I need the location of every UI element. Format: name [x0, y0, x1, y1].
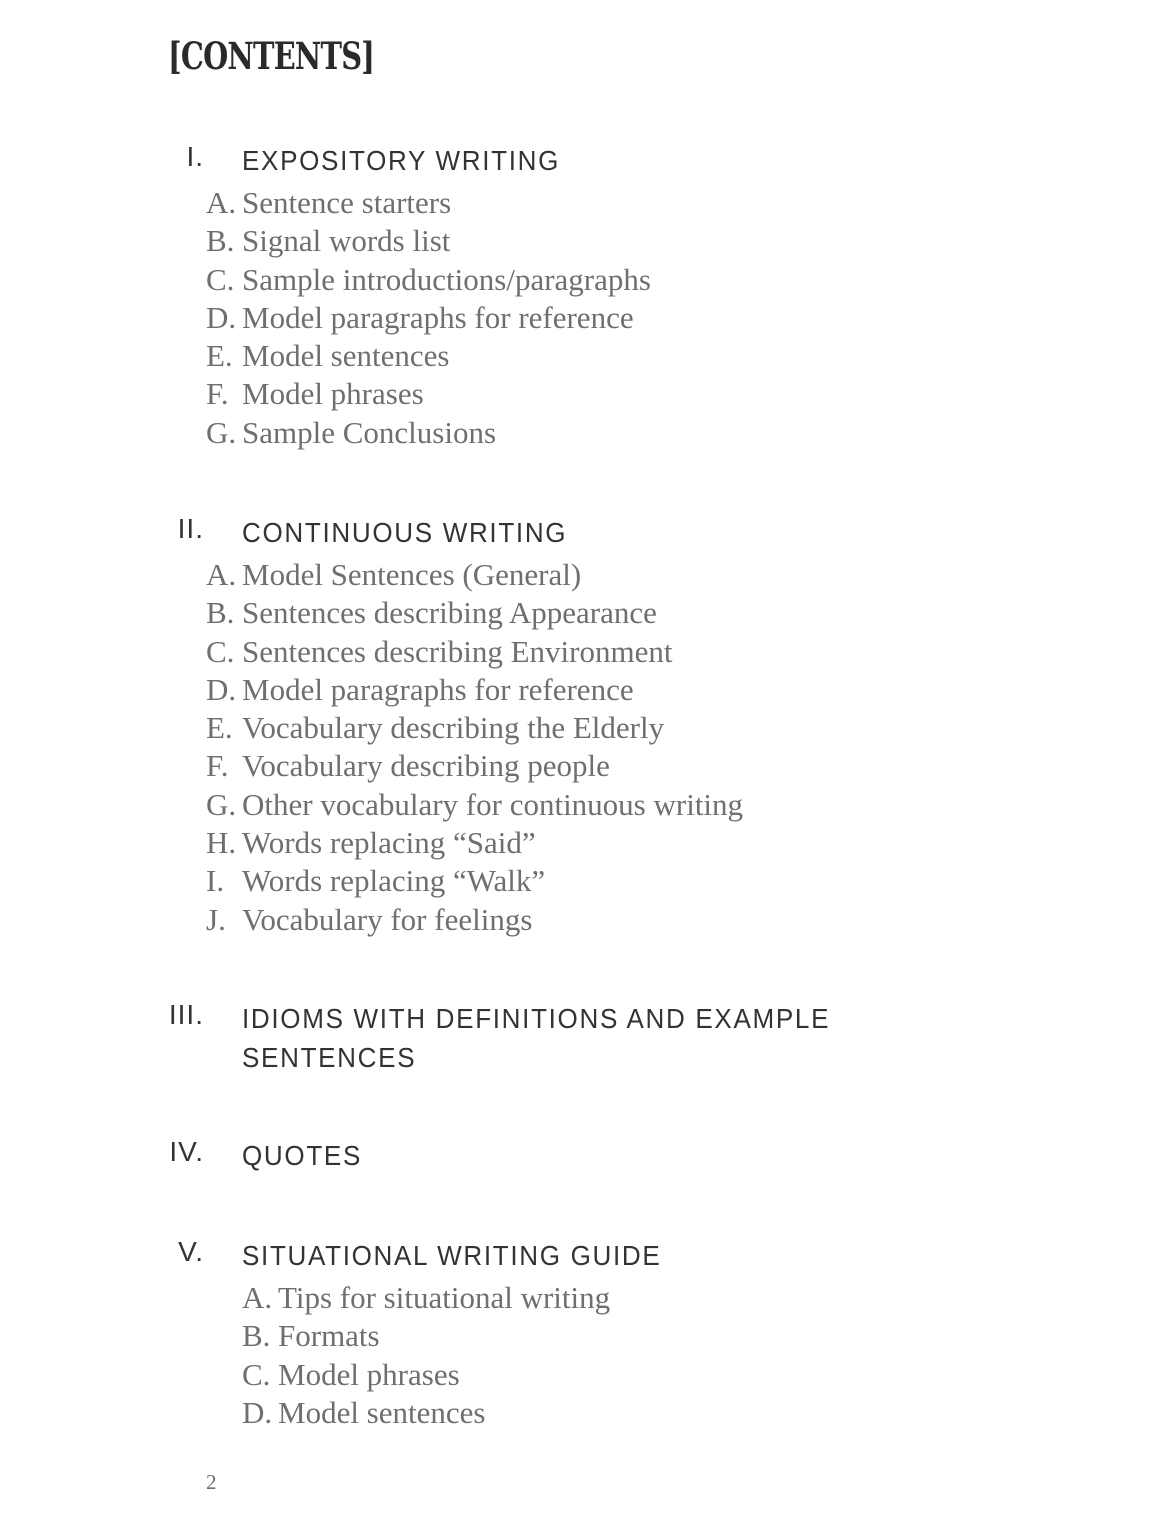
item-letter: F.	[206, 376, 229, 412]
item-letter: A.	[206, 185, 237, 220]
section-numeral: II.	[177, 513, 204, 544]
toc-section-expository	[0, 141, 1172, 453]
toc-item[interactable]	[0, 223, 1172, 261]
section-heading	[0, 141, 1172, 179]
toc-item[interactable]	[0, 1318, 1172, 1356]
section-items	[0, 185, 1172, 453]
item-letter: C.	[206, 633, 235, 669]
toc-section-idioms	[0, 999, 1172, 1073]
item-text: Sentences describing Appearance	[242, 595, 657, 631]
item-letter: I.	[206, 863, 225, 899]
toc-item[interactable]	[0, 863, 1172, 901]
item-letter: E.	[206, 710, 233, 746]
section-heading	[0, 999, 1172, 1073]
item-text: Signal words list	[242, 223, 451, 259]
toc-item[interactable]	[0, 787, 1172, 825]
toc-item[interactable]	[0, 262, 1172, 300]
item-text: Sample Conclusions	[242, 414, 497, 450]
item-letter: G.	[206, 414, 237, 450]
toc-item[interactable]	[0, 634, 1172, 672]
item-text: Model sentences	[278, 1394, 486, 1430]
item-text: Other vocabulary for continuous writing	[242, 786, 744, 822]
item-letter: B.	[206, 595, 235, 631]
section-heading	[0, 1136, 1172, 1174]
toc-item[interactable]	[0, 557, 1172, 595]
item-letter: H.	[206, 825, 237, 861]
toc-section-quotes	[0, 1136, 1172, 1174]
item-text: Model phrases	[278, 1356, 460, 1392]
toc-item[interactable]	[0, 672, 1172, 710]
section-numeral: I.	[186, 141, 204, 172]
page-title: [CONTENTS]	[168, 34, 375, 78]
toc-item[interactable]	[0, 748, 1172, 786]
toc-item[interactable]	[0, 595, 1172, 633]
toc-item[interactable]	[0, 1395, 1172, 1433]
toc-item[interactable]	[0, 376, 1172, 414]
item-letter: A.	[206, 557, 237, 592]
item-letter: D.	[206, 671, 237, 707]
item-text: Model paragraphs for reference	[242, 299, 634, 335]
section-items	[0, 1280, 1172, 1433]
item-text: Vocabulary describing the Elderly	[242, 710, 665, 746]
item-text: Sentence starters	[242, 185, 452, 220]
section-title[interactable]: EXPOSITORY WRITING	[242, 145, 561, 176]
section-numeral: IV.	[169, 1136, 204, 1167]
item-letter: B.	[206, 223, 235, 259]
item-letter: B.	[242, 1318, 271, 1354]
item-text: Model Sentences (General)	[242, 557, 582, 592]
item-letter: C.	[206, 261, 235, 297]
toc-item[interactable]	[0, 300, 1172, 338]
toc-item[interactable]	[0, 338, 1172, 376]
item-text: Words replacing “Said”	[242, 825, 536, 861]
toc-section-situational	[0, 1236, 1172, 1433]
section-heading	[0, 513, 1172, 551]
item-text: Formats	[278, 1318, 380, 1354]
section-numeral: V.	[178, 1236, 204, 1267]
section-items	[0, 557, 1172, 940]
section-title[interactable]: IDIOMS WITH DEFINITIONS AND EXAMPLE SENTENCES	[242, 1003, 831, 1073]
section-title[interactable]: QUOTES	[242, 1140, 363, 1171]
section-title[interactable]: SITUATIONAL WRITING GUIDE	[242, 1240, 662, 1271]
item-letter: G.	[206, 786, 237, 822]
toc-item[interactable]	[0, 1280, 1172, 1318]
section-title[interactable]: CONTINUOUS WRITING	[242, 517, 568, 548]
item-letter: A.	[242, 1280, 273, 1315]
toc-item[interactable]	[0, 710, 1172, 748]
item-letter: J.	[206, 901, 226, 937]
item-text: Vocabulary describing people	[242, 748, 610, 784]
section-heading	[0, 1236, 1172, 1274]
item-letter: F.	[206, 748, 229, 784]
page-number: 2	[206, 1470, 217, 1494]
item-letter: D.	[206, 299, 237, 335]
toc-item[interactable]	[0, 185, 1172, 223]
item-text: Sentences describing Environment	[242, 633, 673, 669]
toc-item[interactable]	[0, 825, 1172, 863]
toc-item[interactable]	[0, 415, 1172, 453]
section-numeral: III.	[168, 999, 204, 1030]
item-text: Model phrases	[242, 376, 424, 412]
item-text: Model sentences	[242, 338, 450, 374]
item-letter: C.	[242, 1356, 271, 1392]
toc-item[interactable]	[0, 902, 1172, 940]
item-text: Model paragraphs for reference	[242, 671, 634, 707]
item-text: Vocabulary for feelings	[242, 901, 533, 937]
item-text: Sample introductions/paragraphs	[242, 261, 651, 297]
item-letter: D.	[242, 1394, 273, 1430]
toc-item[interactable]	[0, 1357, 1172, 1395]
toc-section-continuous	[0, 513, 1172, 940]
item-text: Tips for situational writing	[278, 1280, 611, 1315]
item-letter: E.	[206, 338, 233, 374]
item-text: Words replacing “Walk”	[242, 863, 546, 899]
